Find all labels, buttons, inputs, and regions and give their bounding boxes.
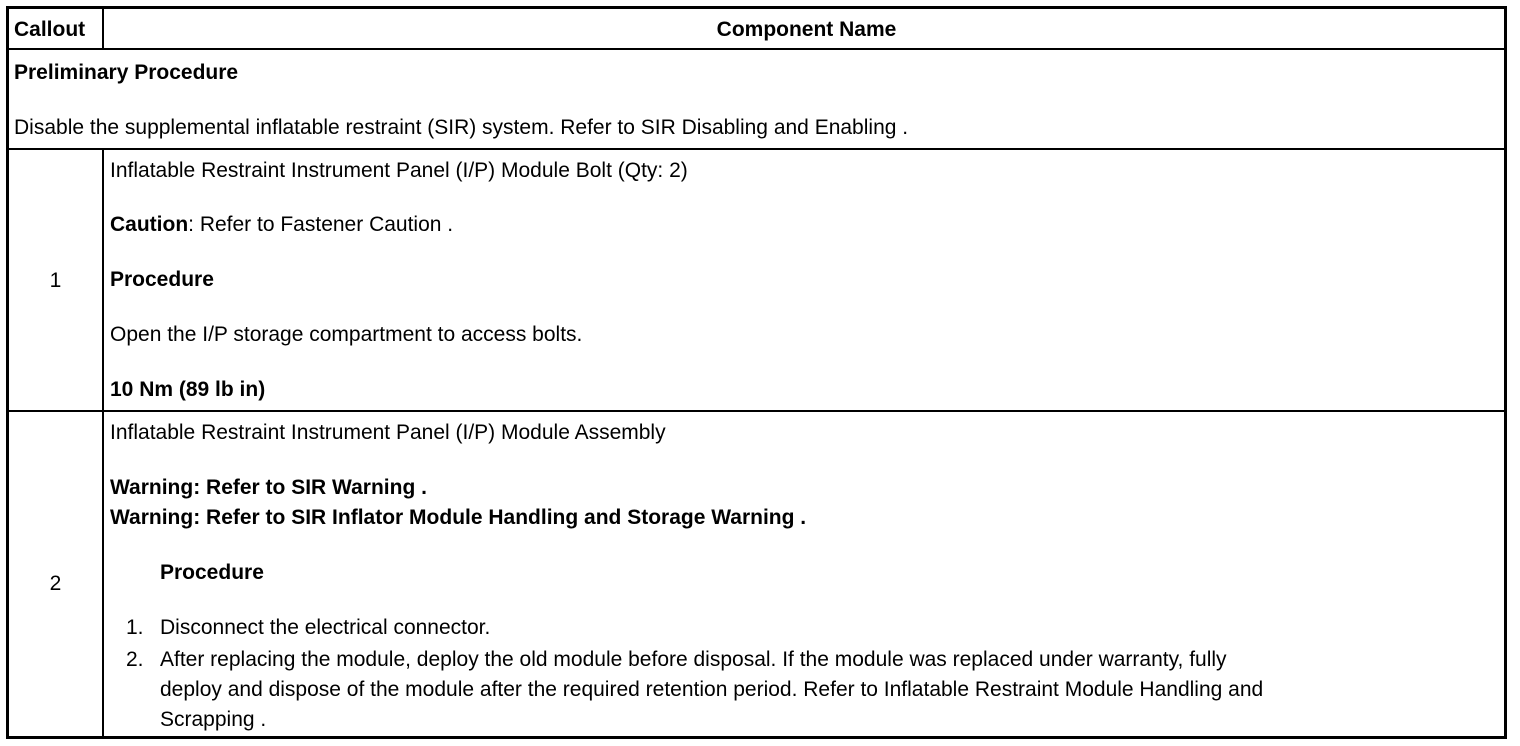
row-2-callout: 2 — [49, 572, 62, 595]
header-divider-vertical — [102, 9, 104, 48]
step-2-text-line-1: After replacing the module, deploy the old module before disposal. If the module was replaced under warranty, fully — [160, 648, 1227, 671]
row-2-divider-vertical — [102, 412, 104, 739]
step-1-number: 1. — [126, 616, 144, 639]
row-2-procedure-label: Procedure — [160, 561, 264, 584]
header-component-name: Component Name — [716, 18, 897, 41]
preliminary-text: Disable the supplemental inflatable restraint (SIR) system. Refer to SIR Disabling and Enabling . — [14, 116, 909, 139]
step-2-text-line-2: deploy and dispose of the module after the required retention period. Refer to Inflatable Restraint Module Handling and — [160, 678, 1264, 701]
row-1-procedure-label: Procedure — [110, 268, 214, 291]
row-1-callout: 1 — [49, 269, 62, 292]
row-1-divider-vertical — [102, 150, 104, 410]
row-2-name: Inflatable Restraint Instrument Panel (I/P) Module Assembly — [110, 421, 666, 444]
row-1-torque: 10 Nm (89 lb in) — [110, 378, 266, 401]
row-2-warning-1: Warning: Refer to SIR Warning . — [110, 476, 427, 499]
row-1-divider — [9, 410, 1504, 412]
procedure-table — [6, 6, 1507, 739]
header-divider — [9, 48, 1504, 50]
row-1-procedure-text: Open the I/P storage compartment to access bolts. — [110, 323, 583, 346]
step-2-number: 2. — [126, 648, 144, 671]
header-callout: Callout — [14, 18, 86, 41]
row-2-warning-2: Warning: Refer to SIR Inflator Module Handling and Storage Warning . — [110, 506, 807, 529]
preliminary-title: Preliminary Procedure — [14, 61, 239, 84]
step-2-text-line-3: Scrapping . — [160, 708, 267, 731]
step-1-text: Disconnect the electrical connector. — [160, 616, 491, 639]
row-1-caution — [110, 213, 453, 237]
caution-label: Caution — [110, 213, 189, 236]
row-1-name: Inflatable Restraint Instrument Panel (I/P) Module Bolt (Qty: 2) — [110, 159, 688, 182]
preliminary-divider — [9, 148, 1504, 150]
caution-text: : Refer to Fastener Caution . — [188, 213, 454, 236]
